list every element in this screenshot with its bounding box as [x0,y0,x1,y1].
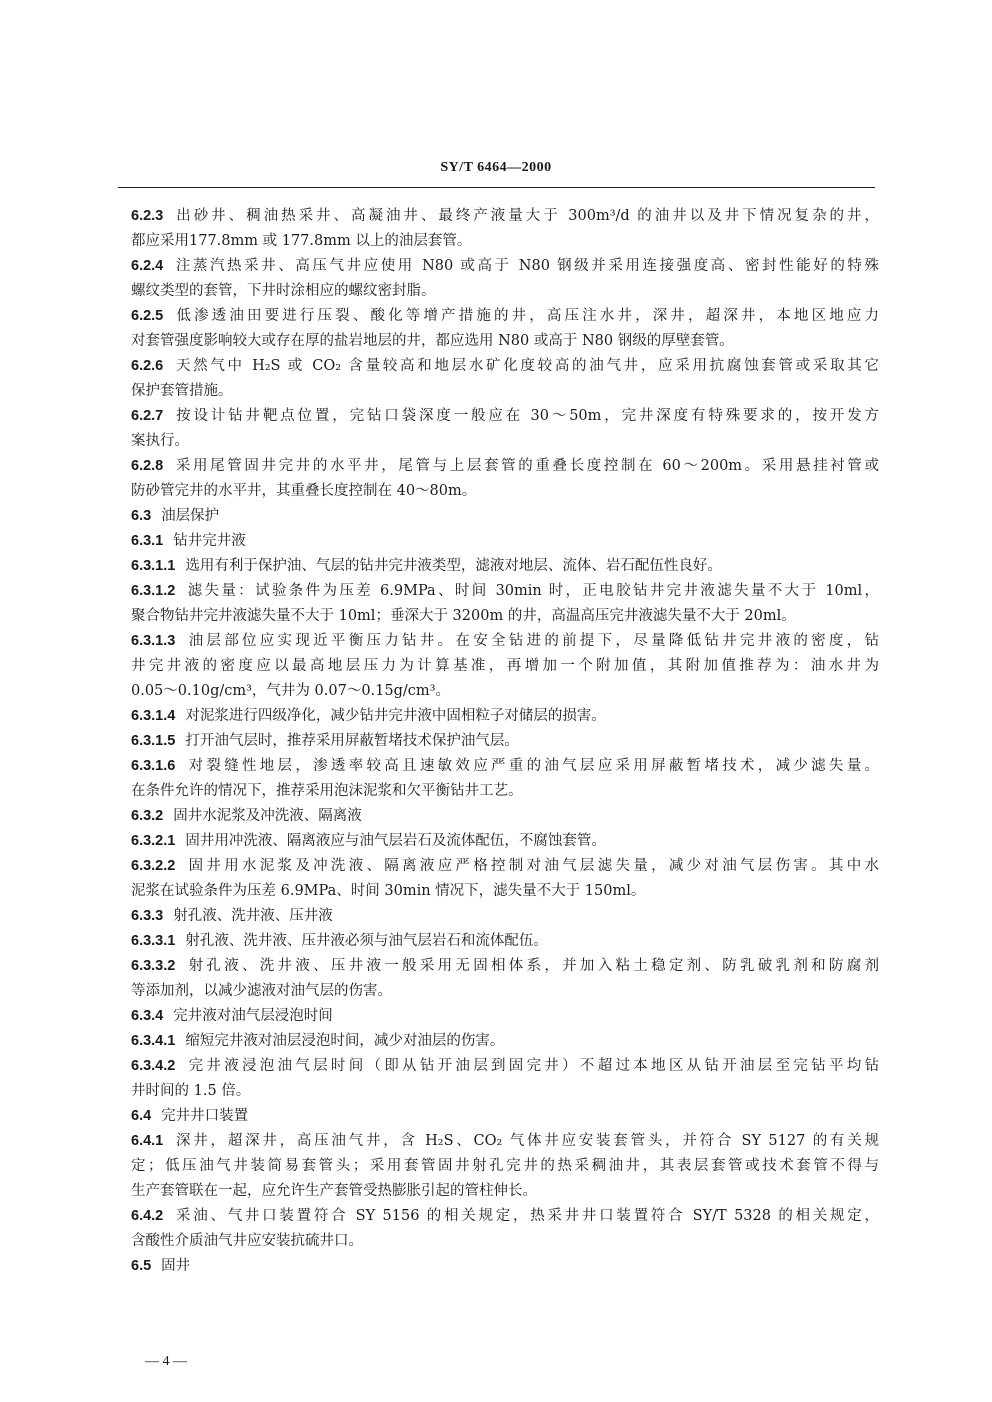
continuation-line [131,604,879,629]
continuation-line [131,779,879,804]
clause-number: 6.3.1.5 [131,733,176,749]
clause-text: 油层保护 [161,508,220,524]
clause-line [131,529,879,554]
document-body [131,204,879,1279]
standard-code-header: SY/T 6464—2000 [440,160,552,175]
clause-text: 完井井口装置 [161,1108,249,1124]
clause-text: 对泥浆进行四级净化，减少钻井完井液中固相粒子对储层的损害。 [185,708,606,724]
clause-number: 6.3.3 [131,908,164,924]
clause-text: 对裂缝性地层，渗透率较高且速敏效应严重的油气层应采用屏蔽暂堵技术，减少滤失量。 [185,758,879,774]
continuation-line [131,429,879,454]
clause-text: 射孔液、洗井液、压井液一般采用无固相体系，并加入粘土稳定剂、防乳破乳剂和防腐剂 [185,958,879,974]
clause-number: 6.3.3.1 [131,933,176,949]
continuation-line [131,1179,879,1204]
clause-number: 6.3 [131,508,152,524]
header-rule [118,187,875,188]
continuation-line [131,1154,879,1179]
clause-text: 深井，超深井，高压油气井，含 H₂S、CO₂ 气体井应安装套管头，并符合 SY 5127 的有关规 [173,1133,879,1149]
clause-text: 对套管强度影响较大或存在厚的盐岩地层的井，都应选用 N80 或高于 N80 钢级的厚壁套管。 [131,333,734,349]
clause-line [131,854,879,879]
clause-line [131,554,879,579]
clause-text: 完井液浸泡油气层时间（即从钻开油层到固完井）不超过本地区从钻开油层至完钻平均钻 [185,1058,879,1074]
clause-line [131,1129,879,1154]
clause-text: 案执行。 [131,433,189,449]
clause-text: 选用有利于保护油、气层的钻井完井液类型，滤液对地层、流体、岩石配伍性良好。 [185,558,722,574]
clause-text: 固井用冲洗液、隔离液应与油气层岩石及流体配伍，不腐蚀套管。 [185,833,606,849]
clause-line [131,1104,879,1129]
clause-line [131,929,879,954]
clause-text: 低渗透油田要进行压裂、酸化等增产措施的井，高压注水井，深井，超深井，本地区地应力 [173,308,879,324]
clause-number: 6.2.6 [131,358,164,374]
clause-number: 6.2.7 [131,408,164,424]
continuation-line [131,679,879,704]
clause-text: 射孔液、洗井液、压井液 [173,908,333,924]
clause-text: 射孔液、洗井液、压井液必须与油气层岩石和流体配伍。 [185,933,548,949]
clause-text: 注蒸汽热采井、高压气井应使用 N80 或高于 N80 钢级并采用连接强度高、密封性能好的特殊 [173,258,879,274]
continuation-line [131,479,879,504]
clause-text: 滤失量：试验条件为压差 6.9MPa、时间 30min 时，正电胶钻井完井液滤失量不大于 10ml， [185,583,879,599]
clause-number: 6.3.2 [131,808,164,824]
clause-number: 6.2.4 [131,258,164,274]
clause-line [131,1029,879,1054]
continuation-line [131,379,879,404]
clause-line [131,1054,879,1079]
continuation-line [131,279,879,304]
clause-number: 6.3.1.3 [131,633,176,649]
continuation-line [131,329,879,354]
clause-number: 6.3.4.2 [131,1058,176,1074]
clause-number: 6.3.3.2 [131,958,176,974]
clause-line [131,254,879,279]
clause-text: 完井液对油气层浸泡时间 [173,1008,333,1024]
continuation-line [131,1229,879,1254]
clause-text: 0.05～0.10g/cm³，气井为 0.07～0.15g/cm³。 [131,683,450,699]
clause-text: 采油、气井口装置符合 SY 5156 的相关规定，热采井井口装置符合 SY/T 5328 的相关规定， [173,1208,879,1224]
clause-text: 天然气中 H₂S 或 CO₂ 含量较高和地层水矿化度较高的油气井，应采用抗腐蚀套管或采取其它 [173,358,879,374]
clause-line [131,204,879,229]
clause-line [131,354,879,379]
clause-line [131,829,879,854]
clause-number: 6.5 [131,1258,152,1274]
clause-number: 6.2.5 [131,308,164,324]
continuation-line [131,229,879,254]
clause-text: 固井 [161,1258,191,1274]
clause-number: 6.4 [131,1108,152,1124]
clause-text: 井完井液的密度应以最高地层压力为计算基准，再增加一个附加值，其附加值推荐为：油水井为 [131,658,879,674]
clause-text: 打开油气层时，推荐采用屏蔽暂堵技术保护油气层。 [185,733,519,749]
clause-text: 固井用水泥浆及冲洗液、隔离液应严格控制对油气层滤失量，减少对油气层伤害。其中水 [185,858,879,874]
clause-text: 泥浆在试验条件为压差 6.9MPa、时间 30min 情况下，滤失量不大于 150ml。 [131,883,646,899]
clause-number: 6.4.2 [131,1208,164,1224]
clause-line [131,579,879,604]
continuation-line [131,979,879,1004]
clause-number: 6.2.8 [131,458,164,474]
clause-line [131,704,879,729]
clause-text: 采用尾管固井完井的水平井，尾管与上层套管的重叠长度控制在 60～200m。采用悬挂衬管或 [173,458,879,474]
clause-number: 6.3.1 [131,533,164,549]
clause-line [131,804,879,829]
clause-text: 缩短完井液对油层浸泡时间，减少对油层的伤害。 [185,1033,505,1049]
clause-text: 在条件允许的情况下，推荐采用泡沫泥浆和欠平衡钻井工艺。 [131,783,523,799]
clause-number: 6.3.4 [131,1008,164,1024]
clause-text: 螺纹类型的套管，下井时涂相应的螺纹密封脂。 [131,283,436,299]
clause-number: 6.3.1.2 [131,583,176,599]
clause-number: 6.3.2.1 [131,833,176,849]
continuation-line [131,879,879,904]
clause-number: 6.3.4.1 [131,1033,176,1049]
clause-line [131,504,879,529]
clause-text: 出砂井、稠油热采井、高凝油井、最终产液量大于 300m³/d 的油井以及井下情况复杂的井， [173,208,879,224]
clause-line [131,954,879,979]
clause-text: 井时间的 1.5 倍。 [131,1083,251,1099]
clause-line [131,1204,879,1229]
clause-line [131,404,879,429]
clause-text: 生产套管联在一起，应允许生产套管受热膨胀引起的管柱伸长。 [131,1183,537,1199]
clause-text: 油层部位应实现近平衡压力钻井。在安全钻进的前提下，尽量降低钻井完井液的密度，钻 [185,633,879,649]
clause-number: 6.3.1.6 [131,758,176,774]
clause-text: 都应采用177.8mm 或 177.8mm 以上的油层套管。 [131,233,472,249]
clause-line [131,629,879,654]
page-number: — 4 — [145,1354,187,1369]
clause-text: 防砂管完井的水平井，其重叠长度控制在 40～80m。 [131,483,477,499]
clause-text: 等添加剂，以减少滤液对油气层的伤害。 [131,983,392,999]
clause-line [131,454,879,479]
clause-line [131,729,879,754]
continuation-line [131,1079,879,1104]
clause-text: 按设计钻井靶点位置，完钻口袋深度一般应在 30～50m，完井深度有特殊要求的，按开发方 [173,408,879,424]
clause-text: 钻井完井液 [173,533,246,549]
clause-text: 含酸性介质油气井应安装抗硫井口。 [131,1233,363,1249]
clause-number: 6.2.3 [131,208,164,224]
clause-number: 6.4.1 [131,1133,164,1149]
clause-text: 固井水泥浆及冲洗液、隔离液 [173,808,362,824]
clause-line [131,304,879,329]
clause-line [131,1254,879,1279]
clause-text: 保护套管措施。 [131,383,233,399]
clause-line [131,904,879,929]
clause-text: 定；低压油气井装简易套管头；采用套管固井射孔完井的热采稠油井，其表层套管或技术套管不得与 [131,1158,879,1174]
clause-number: 6.3.1.4 [131,708,176,724]
clause-number: 6.3.1.1 [131,558,176,574]
clause-number: 6.3.2.2 [131,858,176,874]
clause-text: 聚合物钻井完井液滤失量不大于 10ml；垂深大于 3200m 的井，高温高压完井液滤失量不大于 20ml。 [131,608,796,624]
continuation-line [131,654,879,679]
clause-line [131,754,879,779]
clause-line [131,1004,879,1029]
